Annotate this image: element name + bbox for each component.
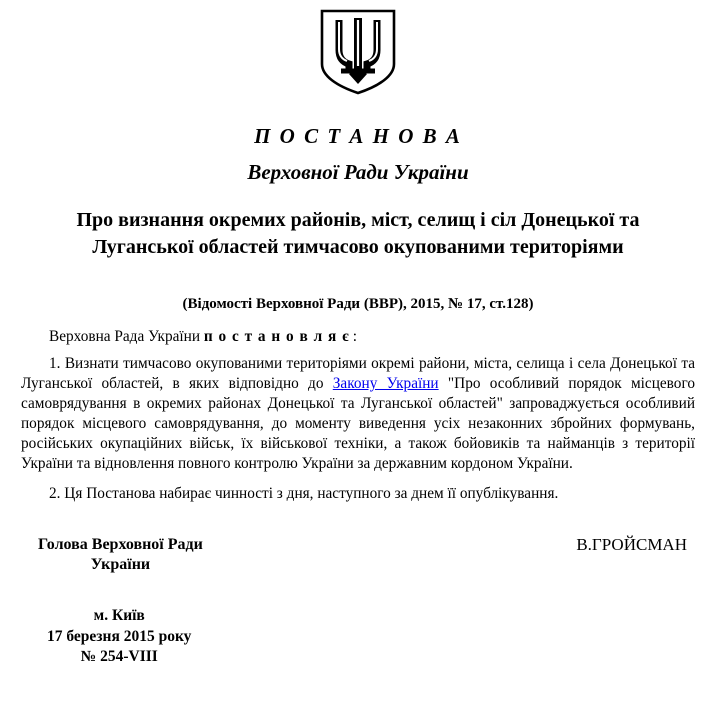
item1-text-before: 1. Визнати тимчасово окупованими територіями окремі райони, міста, селища і села Донецької та Луганської областей, в яких відповідно до	[21, 355, 695, 392]
preamble-paragraph	[21, 327, 695, 347]
issuing-body-title: Верховної Ради України	[247, 160, 469, 184]
decree-type-title: П О С Т А Н О В А	[254, 124, 462, 148]
preamble-text: Верховна Рада України	[49, 328, 204, 345]
preamble-colon: :	[352, 328, 357, 345]
signatory-name: В.ГРОЙСМАН	[576, 535, 687, 554]
date-line: 17 березня 2015 року	[47, 627, 192, 645]
coat-of-arms-icon	[319, 8, 397, 96]
signature-block	[0, 535, 716, 575]
place-line: м. Київ	[93, 607, 145, 624]
place-date-number-block	[47, 606, 191, 668]
number-line: № 254-VIII	[80, 648, 158, 665]
item1-text-after: "Про особливий порядок місцевого самоврядування в окремих районах Донецької та Луганської областей" запроваджується особливий порядок місцевого самоврядування, до моменту виведення усіх незаконних збройних формувань, російських окупаційних військ, їх військової техніки, а також бойовиків та найманців з території України та відновлення повного контролю України за державним кордоном України.	[21, 375, 695, 472]
signatory-position-line1: Голова Верховної Ради	[38, 536, 203, 553]
ukraine-trident-icon	[319, 8, 397, 96]
law-of-ukraine-link[interactable]: Закону України	[332, 375, 439, 392]
signatory-position-line2: України	[90, 556, 151, 573]
signatory-position	[38, 535, 203, 575]
resolution-item-1	[21, 354, 695, 474]
decree-verb-emphasis: п о с т а н о в л я є	[203, 328, 350, 345]
resolution-item-2: 2. Ця Постанова набирає чинності з дня, наступного за днем її опублікування.	[49, 485, 559, 502]
gazette-reference: (Відомості Верховної Ради (ВВР), 2015, № 17, ст.128)	[182, 296, 534, 312]
document-title: Про визнання окремих районів, міст, селищ і сіл Донецької та Луганської областей тимчасово окупованими територіями	[76, 209, 640, 258]
